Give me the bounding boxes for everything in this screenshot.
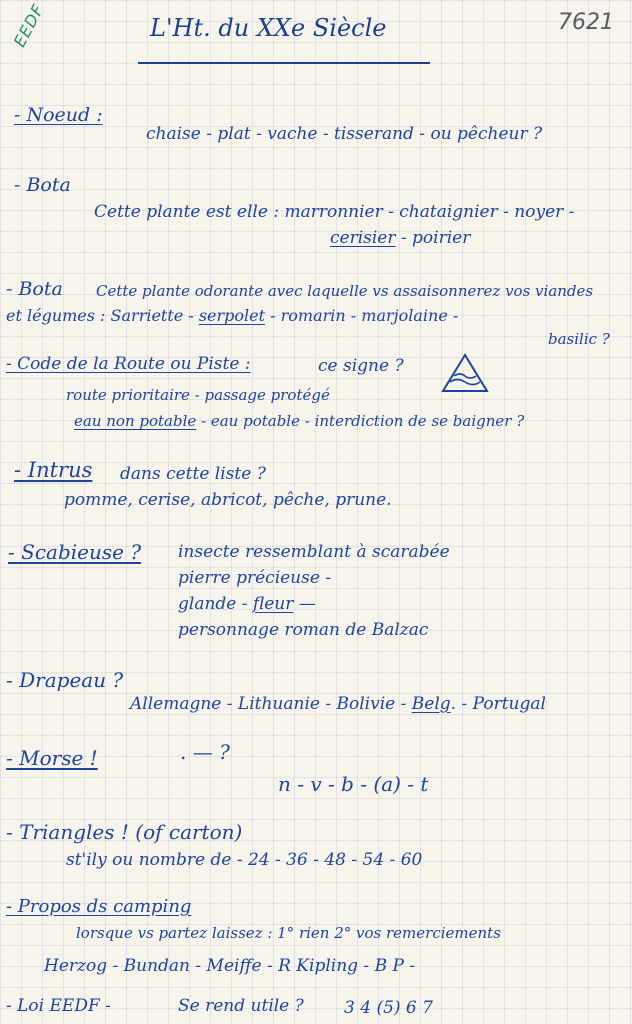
section-camping-question: lorsque vs partez laissez : 1° rien 2° vos remerciements <box>76 924 501 942</box>
section-scabieuse-opt1: insecte ressemblant à scarabée <box>178 542 450 562</box>
section-code-line1: route prioritaire - passage protégé <box>66 386 330 404</box>
section-scabieuse-glande: glande - <box>178 594 253 614</box>
section-intrus-label: - Intrus <box>14 458 93 482</box>
section-drapeau-list: Allemagne - Lithuanie - Bolivie - <box>130 694 412 714</box>
section-bota1-line2 <box>330 228 470 248</box>
section-bota2-label: - Bota <box>6 278 63 300</box>
section-camping-answers: Herzog - Bundan - Meiffe - R Kipling - B P - <box>44 956 416 976</box>
answer-fleur: fleur <box>252 594 294 614</box>
answer-belg: Belg <box>411 694 451 714</box>
warning-triangle-icon <box>440 352 490 394</box>
section-drapeau-label: - Drapeau ? <box>6 668 124 692</box>
section-intrus-question: dans cette liste ? <box>120 464 266 484</box>
section-drapeau-rest: . - Portugal <box>450 694 546 714</box>
section-scabieuse-opt2: pierre précieuse - <box>178 568 332 588</box>
section-bota1-line2-rest: - poirier <box>395 228 471 248</box>
section-code-line2-rest: - eau potable - interdiction de se baigner ? <box>196 412 525 430</box>
section-bota2-line3: basilic ? <box>548 330 610 348</box>
section-loi-answers: 3 4 (5) 6 7 <box>344 998 433 1018</box>
section-bota2-question: Cette plante odorante avec laquelle vs assaisonnerez vos viandes <box>96 282 594 300</box>
answer-eau-non-potable: eau non potable <box>74 412 197 430</box>
eedf-stamp: EEDF <box>9 0 49 51</box>
answer-serpolet: serpolet <box>198 306 266 325</box>
section-noeud-answers: chaise - plat - vache - tisserand - ou pêcheur ? <box>146 124 543 144</box>
section-bota1-label: - Bota <box>14 174 71 196</box>
section-morse-code: . — ? <box>180 740 230 764</box>
document-number: 7621 <box>558 10 614 35</box>
section-scabieuse-label: - Scabieuse ? <box>8 540 142 564</box>
section-triangles-answers: st'ily ou nombre de - 24 - 36 - 48 - 54 - 60 <box>66 850 423 870</box>
section-bota2-rest: - romarin - marjolaine - <box>265 306 459 325</box>
section-morse-label: - Morse ! <box>6 746 98 770</box>
section-scabieuse-dash: — <box>293 594 316 614</box>
section-morse-answers: n - v - b - (a) - t <box>278 772 429 796</box>
section-bota1-question: Cette plante est elle : marronnier - chataignier - noyer - <box>94 202 575 222</box>
title-underline <box>138 62 430 64</box>
section-code-line2 <box>74 412 524 430</box>
section-bota2-line2 <box>6 306 458 325</box>
section-bota2-sarriette: Sarriette - <box>110 306 199 325</box>
section-triangles-label: - Triangles ! (of carton) <box>6 820 243 844</box>
section-code-label: - Code de la Route ou Piste : <box>6 354 251 374</box>
section-scabieuse-opt4: personnage roman de Balzac <box>178 620 429 640</box>
section-bota2-legumes: et légumes : <box>6 306 106 325</box>
section-loi-label: - Loi EEDF - <box>6 996 111 1016</box>
section-camping-label: - Propos ds camping <box>6 896 192 917</box>
section-code-question: ce signe ? <box>318 356 404 376</box>
section-loi-question: Se rend utile ? <box>178 996 304 1016</box>
answer-cerisier: cerisier <box>330 228 396 248</box>
section-noeud-label: - Noeud : <box>14 104 103 126</box>
section-intrus-answers: pomme, cerise, abricot, pêche, prune. <box>64 490 392 510</box>
page-title: L'Ht. du XXe Siècle <box>150 14 387 42</box>
section-drapeau-answers <box>130 694 546 714</box>
section-scabieuse-opt3 <box>178 594 316 614</box>
